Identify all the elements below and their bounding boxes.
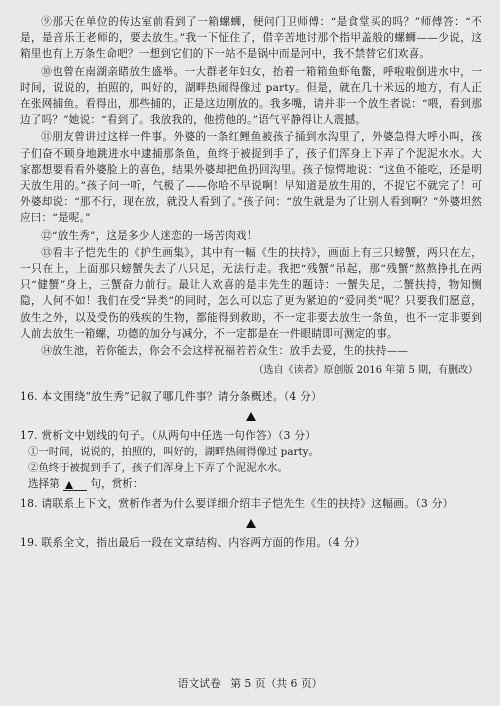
passage-paragraph-13: ⑬看丰子恺先生的《护生画集》，其中有一幅《生的扶持》，画面上有三只螃蟹，两只在左，一只在上，上面那只螃蟹失去了八只足，无法行走。我把“残蟹”吊起，那“残蟹”熬熬挣扎在两只“健蟹”身上，三蟹奋力前行。最让人欢喜的是丰先生的题诗：一蟹失足，二蟹扶持，物知恻隐，人何不如！我们在受“异类”的同时，怎么可以忘了更为紧迫的“爱同类”呢？只要我们愿意，放生之外，以及受伤的残疾的生物，都能得到救助，不一定非要去放生一条鱼，也不一定非要到人前去放生一箱螺，功德的加分与减分，不一定都是在一件眼睛即可测定的事。 xyxy=(20,246,482,340)
answer-area-16[interactable] xyxy=(20,406,482,428)
answer-marker-icon xyxy=(246,412,256,421)
passage-source: （选自《读者》原创版 2016 年第 5 期，有删改） xyxy=(253,365,478,377)
passage-paragraph-9: ⑨那天在单位的传达室前看到了一箱螺蛳，便问门卫师傅：“是食堂买的吗？”师傅答：“不是，是音乐王老师的，要去放生。”我一下怔住了，借辛苦地讨那个指甲盖般的螺蛳——少说，这箱里也有上万条生命吧？一想到它们的下一站不是锅中而是河中，我不禁替它们欢喜。 xyxy=(20,16,482,61)
choose-blank[interactable] xyxy=(63,478,87,491)
footer-subject: 语文试卷 xyxy=(177,676,221,690)
passage-paragraph-12: ⑫“放生秀”，这是多少人迷恋的一场苦肉戏！ xyxy=(41,229,258,242)
footer-page-number: 第 5 页（共 6 页） xyxy=(230,676,323,690)
question-17-option-1: ①一时间，说说的，拍照的，叫好的，湖畔热闹得像过 party。 xyxy=(28,445,319,458)
choose-mid: 句，赏析： xyxy=(90,478,144,491)
question-17-choose-line xyxy=(28,476,482,492)
passage-paragraph-14: ⑭放生池，若你能去，你会不会这样祝福若若众生：放手去爱，生的扶持—— xyxy=(41,345,409,358)
passage-paragraph-10: ⑩也曾在南湖亲睹放生盛举。一大群老年妇女，抬着一箱箱鱼虾龟鳖，呼啦啦倒进水中，一时间，说说的，拍照的，叫好的，湖畔热闹得像过 party。但是，就在几十米远的地方，有人正在张网捕鱼。看得出，那些捕的，正是这边刚放的。我多嘴，请并非一个放生者说：“喂，看到那边了吗？”她说：“看到了。我放我的，他捞他的。”语气平静得让人震撼。 xyxy=(20,65,482,127)
choose-prefix: 选择第 xyxy=(28,478,60,491)
page-footer xyxy=(0,676,500,692)
answer-area-18[interactable] xyxy=(20,513,482,535)
answer-marker-icon xyxy=(246,519,256,528)
question-17: 17. 赏析文中划线的句子。（从两句中任选一句作答）（3 分） xyxy=(20,428,317,442)
question-16: 16. 本文围绕“放生秀”记叙了哪几件事？请分条概述。（4 分） xyxy=(20,390,323,404)
question-19: 19. 联系全文，指出最后一段在文章结构、内容两方面的作用。（4 分） xyxy=(20,535,366,549)
question-17-option-2: ②鱼终于被捉到手了，孩子们浑身上下弄了个泥泥水水。 xyxy=(28,462,288,475)
question-18: 18. 请联系上下文，赏析作者为什么要详细介绍丰子恺先生《生的扶持》这幅画。（3 分） xyxy=(20,497,454,511)
passage-paragraph-11: ⑪朋友曾讲过这样一件事。外婆的一条红鲤鱼被孩子捅到水沟里了，外婆急得大呼小叫，孩子们奋不顾身地跳进水中逮捕那条鱼，鱼终于被捉到手了，孩子们浑身上下弄了个泥泥水水。大家都想要看看外婆脸上的喜色，结果外婆却把鱼扔回沟里。孩子惊愕地说：“这鱼不能吃，还是明天放生用的。”孩子问一听，气极了——你哈不早说啊！早知道是放生用的，不捉它不就完了！可外婆却说：“那不行，现在放，就没人看到了。”孩子问：“放生就是为了让别人看到啊？”外婆坦然应曰：“是呢。” xyxy=(20,131,482,225)
answer-marker-icon xyxy=(65,481,73,489)
